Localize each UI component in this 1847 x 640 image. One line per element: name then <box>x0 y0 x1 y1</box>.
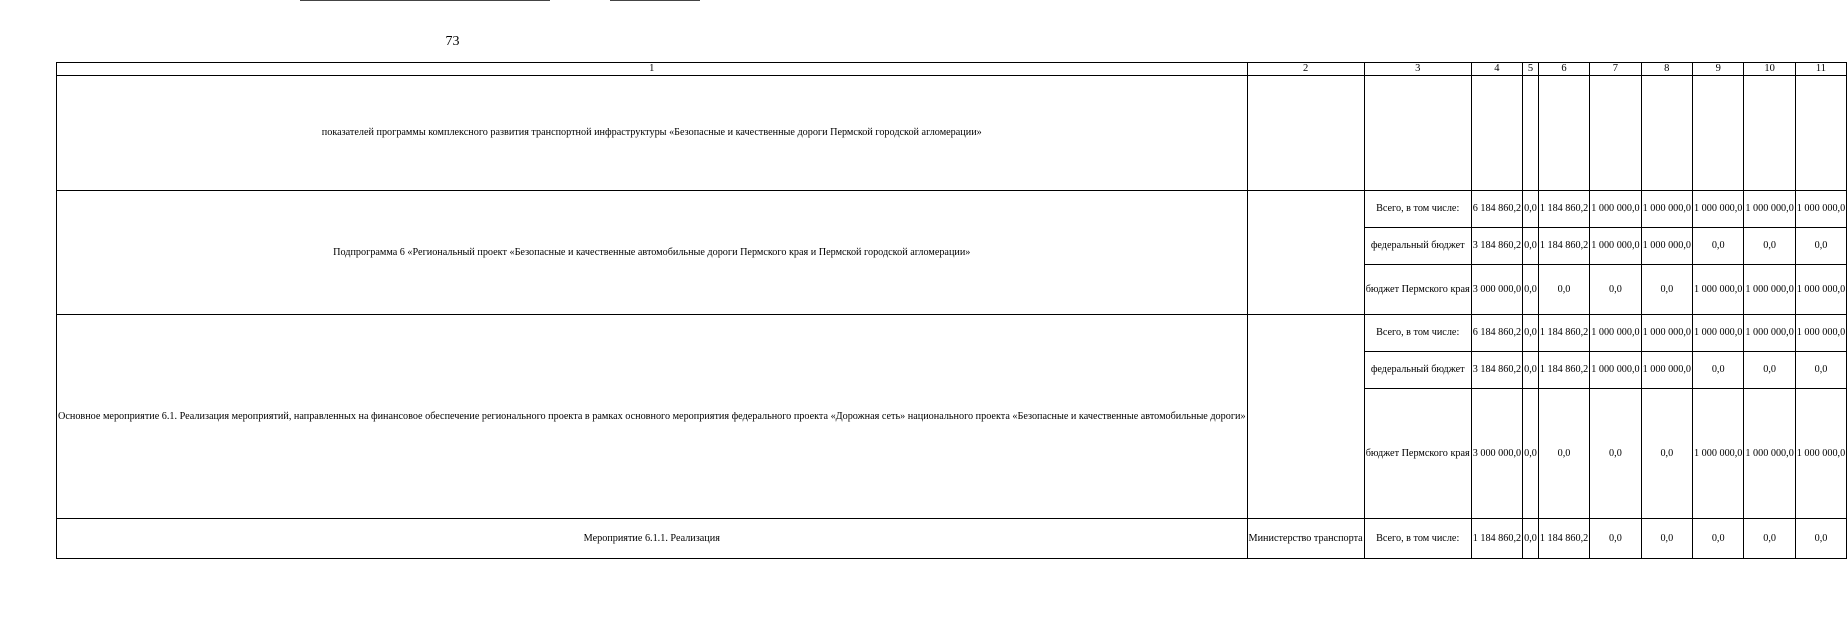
value-cell: 1 000 000,0 <box>1590 352 1641 389</box>
value-cell: 3 000 000,0 <box>1471 265 1522 315</box>
value-cell: 0,0 <box>1641 265 1692 315</box>
value-cell: 0,0 <box>1744 228 1795 265</box>
value-cell: 1 000 000,0 <box>1641 315 1692 352</box>
value-cell: 1 000 000,0 <box>1693 315 1744 352</box>
empty-cell <box>1693 76 1744 191</box>
value-cell: 6 184 860,2 <box>1471 315 1522 352</box>
table-row <box>57 76 1847 191</box>
column-number: 11 <box>1795 63 1846 76</box>
table-row <box>57 519 1847 559</box>
funding-source-label: бюджет Пермского края <box>1364 389 1471 519</box>
value-cell: 0,0 <box>1523 519 1539 559</box>
value-cell: 1 000 000,0 <box>1795 265 1846 315</box>
value-cell: 1 184 860,2 <box>1538 315 1589 352</box>
empty-cell <box>1364 76 1471 191</box>
value-cell: 3 000 000,0 <box>1471 389 1522 519</box>
value-cell: 0,0 <box>1693 352 1744 389</box>
value-cell: 3 184 860,2 <box>1471 352 1522 389</box>
column-number: 3 <box>1364 63 1471 76</box>
value-cell: 1 000 000,0 <box>1795 315 1846 352</box>
table-row <box>57 315 1847 352</box>
value-cell: 0,0 <box>1795 228 1846 265</box>
table-row <box>57 191 1847 228</box>
value-cell: 0,0 <box>1590 519 1641 559</box>
value-cell: 1 184 860,2 <box>1471 519 1522 559</box>
empty-cell <box>1471 76 1522 191</box>
value-cell: 0,0 <box>1523 389 1539 519</box>
column-number: 5 <box>1523 63 1539 76</box>
value-cell: 1 000 000,0 <box>1795 191 1846 228</box>
value-cell: 1 000 000,0 <box>1590 315 1641 352</box>
value-cell: 1 000 000,0 <box>1744 191 1795 228</box>
empty-cell <box>1590 76 1641 191</box>
value-cell: 0,0 <box>1590 389 1641 519</box>
value-cell: 1 000 000,0 <box>1641 352 1692 389</box>
column-number: 6 <box>1538 63 1589 76</box>
value-cell: 0,0 <box>1590 265 1641 315</box>
value-cell: 0,0 <box>1523 265 1539 315</box>
column-number: 4 <box>1471 63 1522 76</box>
column-number: 2 <box>1247 63 1364 76</box>
value-cell: 1 000 000,0 <box>1744 265 1795 315</box>
value-cell: 0,0 <box>1744 352 1795 389</box>
executor-cell <box>1247 191 1364 315</box>
value-cell: 3 184 860,2 <box>1471 228 1522 265</box>
empty-cell <box>1641 76 1692 191</box>
value-cell: 1 184 860,2 <box>1538 228 1589 265</box>
funding-source-label: Всего, в том числе: <box>1364 519 1471 559</box>
column-number-row <box>57 63 1847 76</box>
scan-edge-line <box>610 0 700 1</box>
value-cell: 6 184 860,2 <box>1471 191 1522 228</box>
scan-edge-line <box>300 0 550 1</box>
column-number: 1 <box>57 63 1248 76</box>
empty-cell <box>1795 76 1846 191</box>
executor-cell <box>1247 315 1364 519</box>
value-cell: 0,0 <box>1641 519 1692 559</box>
value-cell: 0,0 <box>1693 228 1744 265</box>
page-number: 73 <box>445 34 460 49</box>
value-cell: 0,0 <box>1538 389 1589 519</box>
funding-source-label: федеральный бюджет <box>1364 352 1471 389</box>
funding-source-label: Всего, в том числе: <box>1364 315 1471 352</box>
funding-source-label: бюджет Пермского края <box>1364 265 1471 315</box>
budget-table <box>56 62 1847 559</box>
value-cell: 1 184 860,2 <box>1538 191 1589 228</box>
funding-source-label: федеральный бюджет <box>1364 228 1471 265</box>
value-cell: 0,0 <box>1523 228 1539 265</box>
value-cell: 1 000 000,0 <box>1693 191 1744 228</box>
value-cell: 0,0 <box>1523 191 1539 228</box>
empty-cell <box>1538 76 1589 191</box>
value-cell: 1 000 000,0 <box>1693 389 1744 519</box>
column-number: 10 <box>1744 63 1795 76</box>
empty-cell <box>1744 76 1795 191</box>
value-cell: 0,0 <box>1795 519 1846 559</box>
value-cell: 1 000 000,0 <box>1744 389 1795 519</box>
column-number: 7 <box>1590 63 1641 76</box>
main-event-6-1-description: Основное мероприятие 6.1. Реализация мероприятий, направленных на финансовое обеспечение регионального проекта в рамках основного мероприятия федерального проекта «Дорожная сеть» национального проекта «Безопасные и качественные автомобильные дороги» <box>57 315 1248 519</box>
value-cell: 0,0 <box>1744 519 1795 559</box>
value-cell: 0,0 <box>1795 352 1846 389</box>
program-description: показателей программы комплексного развития транспортной инфраструктуры «Безопасные и качественные дороги Пермской городской агломерации» <box>57 76 1248 191</box>
value-cell: 1 000 000,0 <box>1590 191 1641 228</box>
value-cell: 0,0 <box>1641 389 1692 519</box>
value-cell: 0,0 <box>1693 519 1744 559</box>
value-cell: 0,0 <box>1523 352 1539 389</box>
value-cell: 1 000 000,0 <box>1641 228 1692 265</box>
column-number: 9 <box>1693 63 1744 76</box>
empty-cell <box>1247 76 1364 191</box>
value-cell: 1 000 000,0 <box>1744 315 1795 352</box>
executor-cell: Министерство транспорта <box>1247 519 1364 559</box>
value-cell: 1 184 860,2 <box>1538 352 1589 389</box>
value-cell: 0,0 <box>1538 265 1589 315</box>
value-cell: 1 000 000,0 <box>1693 265 1744 315</box>
value-cell: 0,0 <box>1523 315 1539 352</box>
value-cell: 1 000 000,0 <box>1641 191 1692 228</box>
value-cell: 1 184 860,2 <box>1538 519 1589 559</box>
column-number: 8 <box>1641 63 1692 76</box>
funding-source-label: Всего, в том числе: <box>1364 191 1471 228</box>
value-cell: 1 000 000,0 <box>1795 389 1846 519</box>
subprogram-6-description: Подпрограмма 6 «Региональный проект «Безопасные и качественные автомобильные дороги Пермского края и Пермской городской агломерации» <box>57 191 1248 315</box>
event-6-1-1-description: Мероприятие 6.1.1. Реализация <box>57 519 1248 559</box>
value-cell: 1 000 000,0 <box>1590 228 1641 265</box>
empty-cell <box>1523 76 1539 191</box>
